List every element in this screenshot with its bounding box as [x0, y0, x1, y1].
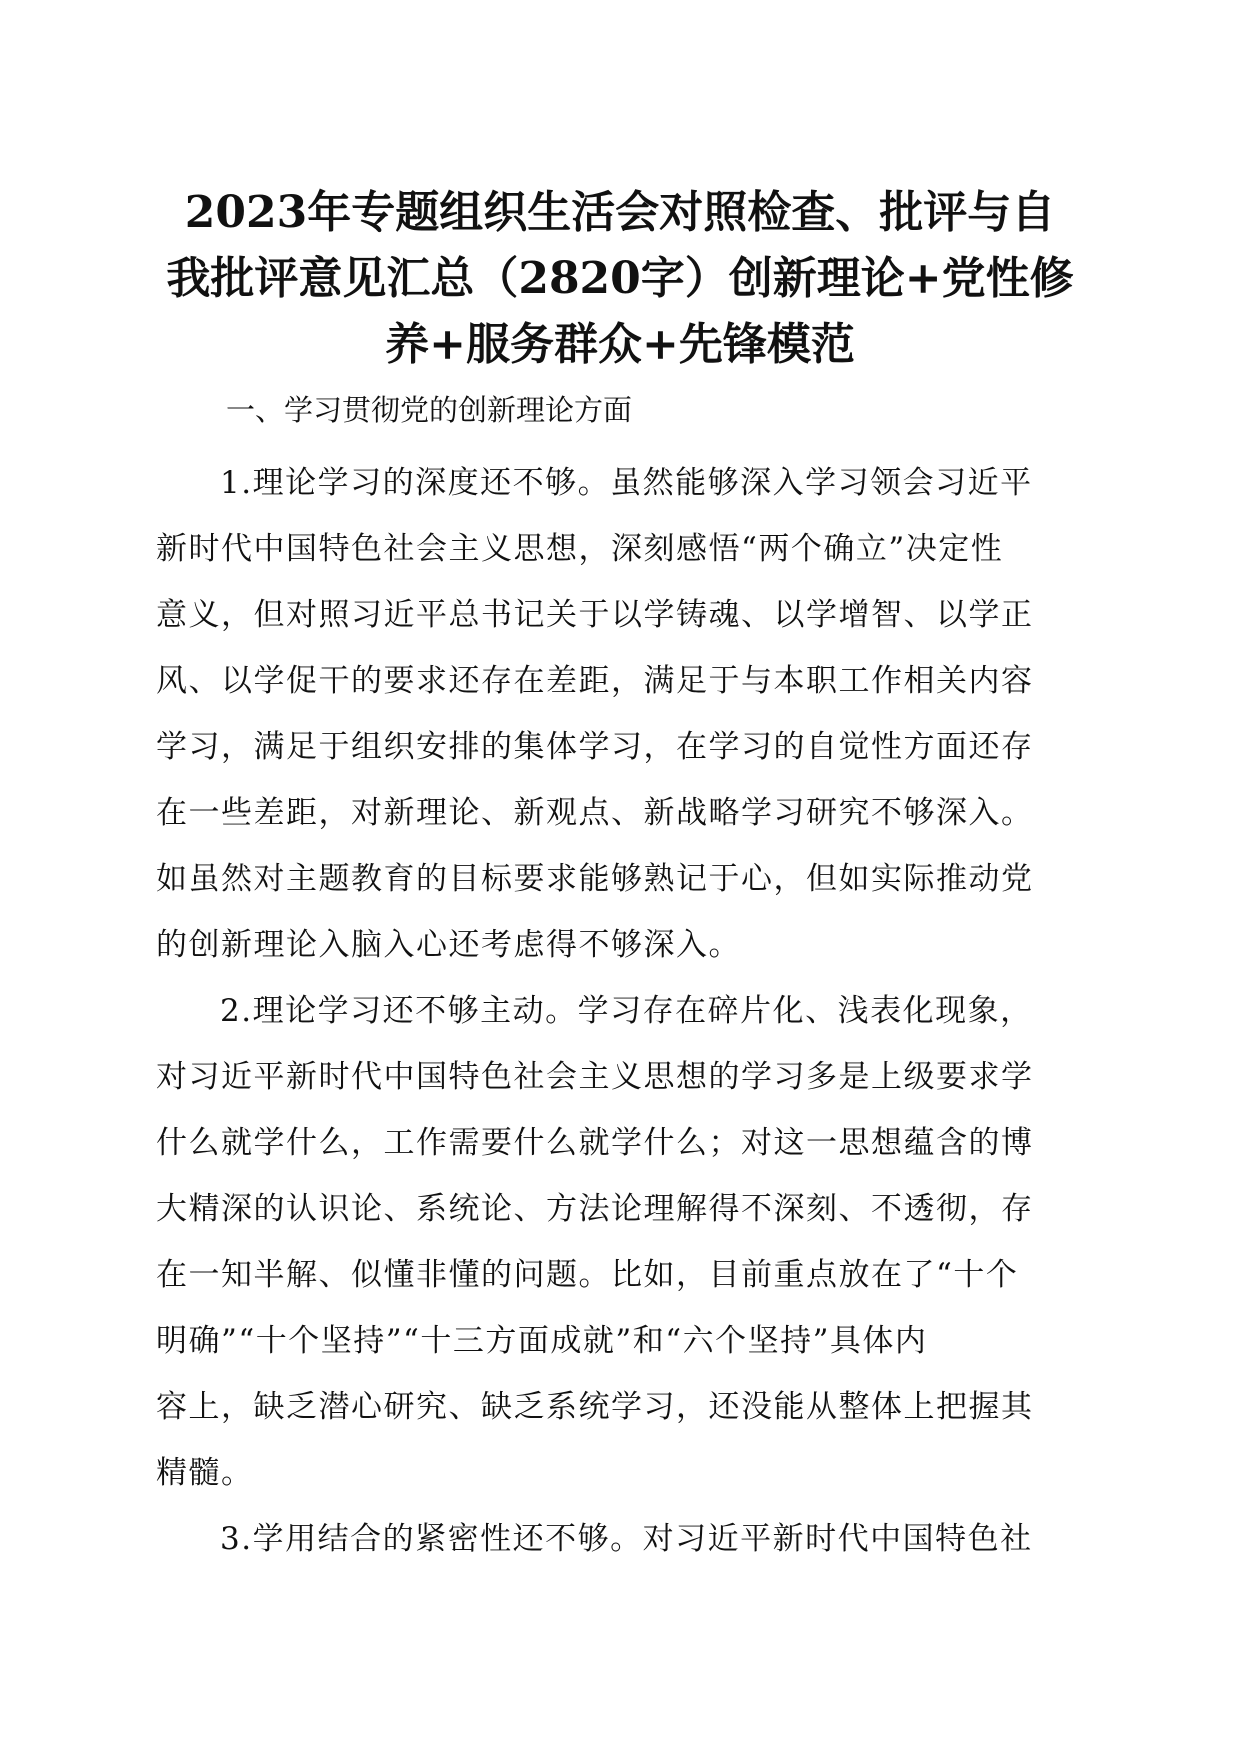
- paragraph-line: 在一知半解、似懂非懂的问题。比如，目前重点放在了“十个: [156, 1257, 1019, 1293]
- paragraph-line: 2.理论学习还不够主动。学习存在碎片化、浅表化现象，: [220, 993, 1033, 1029]
- paragraph-line: 1.理论学习的深度还不够。虽然能够深入学习领会习近平: [220, 465, 1033, 501]
- paragraph-line: 新时代中国特色社会主义思想，深刻感悟“两个确立”决定性: [156, 531, 1004, 567]
- paragraph-line: 意义，但对照习近平总书记关于以学铸魂、以学增智、以学正: [156, 597, 1034, 633]
- paragraph-line: 3.学用结合的紧密性还不够。对习近平新时代中国特色社: [220, 1521, 1033, 1557]
- paragraph-line: 容上，缺乏潜心研究、缺乏系统学习，还没能从整体上把握其: [156, 1389, 1034, 1425]
- paragraph-line: 精髓。: [156, 1455, 254, 1491]
- paragraph-line: 的创新理论入脑入心还考虑得不够深入。: [156, 927, 741, 963]
- paragraph-line: 在一些差距，对新理论、新观点、新战略学习研究不够深入。: [156, 795, 1034, 831]
- title-line: 我批评意见汇总（2820字）创新理论+党性修: [166, 253, 1074, 304]
- paragraph-line: 明确”“十个坚持”“十三方面成就”和“六个坚持”具体内: [156, 1323, 928, 1359]
- document-title: [150, 180, 1090, 378]
- title-line: 2023年专题组织生活会对照检查、批评与自: [184, 187, 1056, 238]
- paragraph-line: 风、以学促干的要求还存在差距，满足于与本职工作相关内容: [156, 663, 1034, 699]
- paragraph-line: 大精深的认识论、系统论、方法论理解得不深刻、不透彻，存: [156, 1191, 1034, 1227]
- paragraph-line: 如虽然对主题教育的目标要求能够熟记于心，但如实际推动党: [156, 861, 1034, 897]
- section-heading: 一、学习贯彻党的创新理论方面: [226, 393, 633, 427]
- paragraph-line: 什么就学什么，工作需要什么就学什么；对这一思想蕴含的博: [156, 1125, 1034, 1161]
- title-line: 养+服务群众+先锋模范: [385, 319, 855, 370]
- paragraph-line: 学习，满足于组织安排的集体学习，在学习的自觉性方面还存: [156, 729, 1034, 765]
- paragraph-line: 对习近平新时代中国特色社会主义思想的学习多是上级要求学: [156, 1059, 1034, 1095]
